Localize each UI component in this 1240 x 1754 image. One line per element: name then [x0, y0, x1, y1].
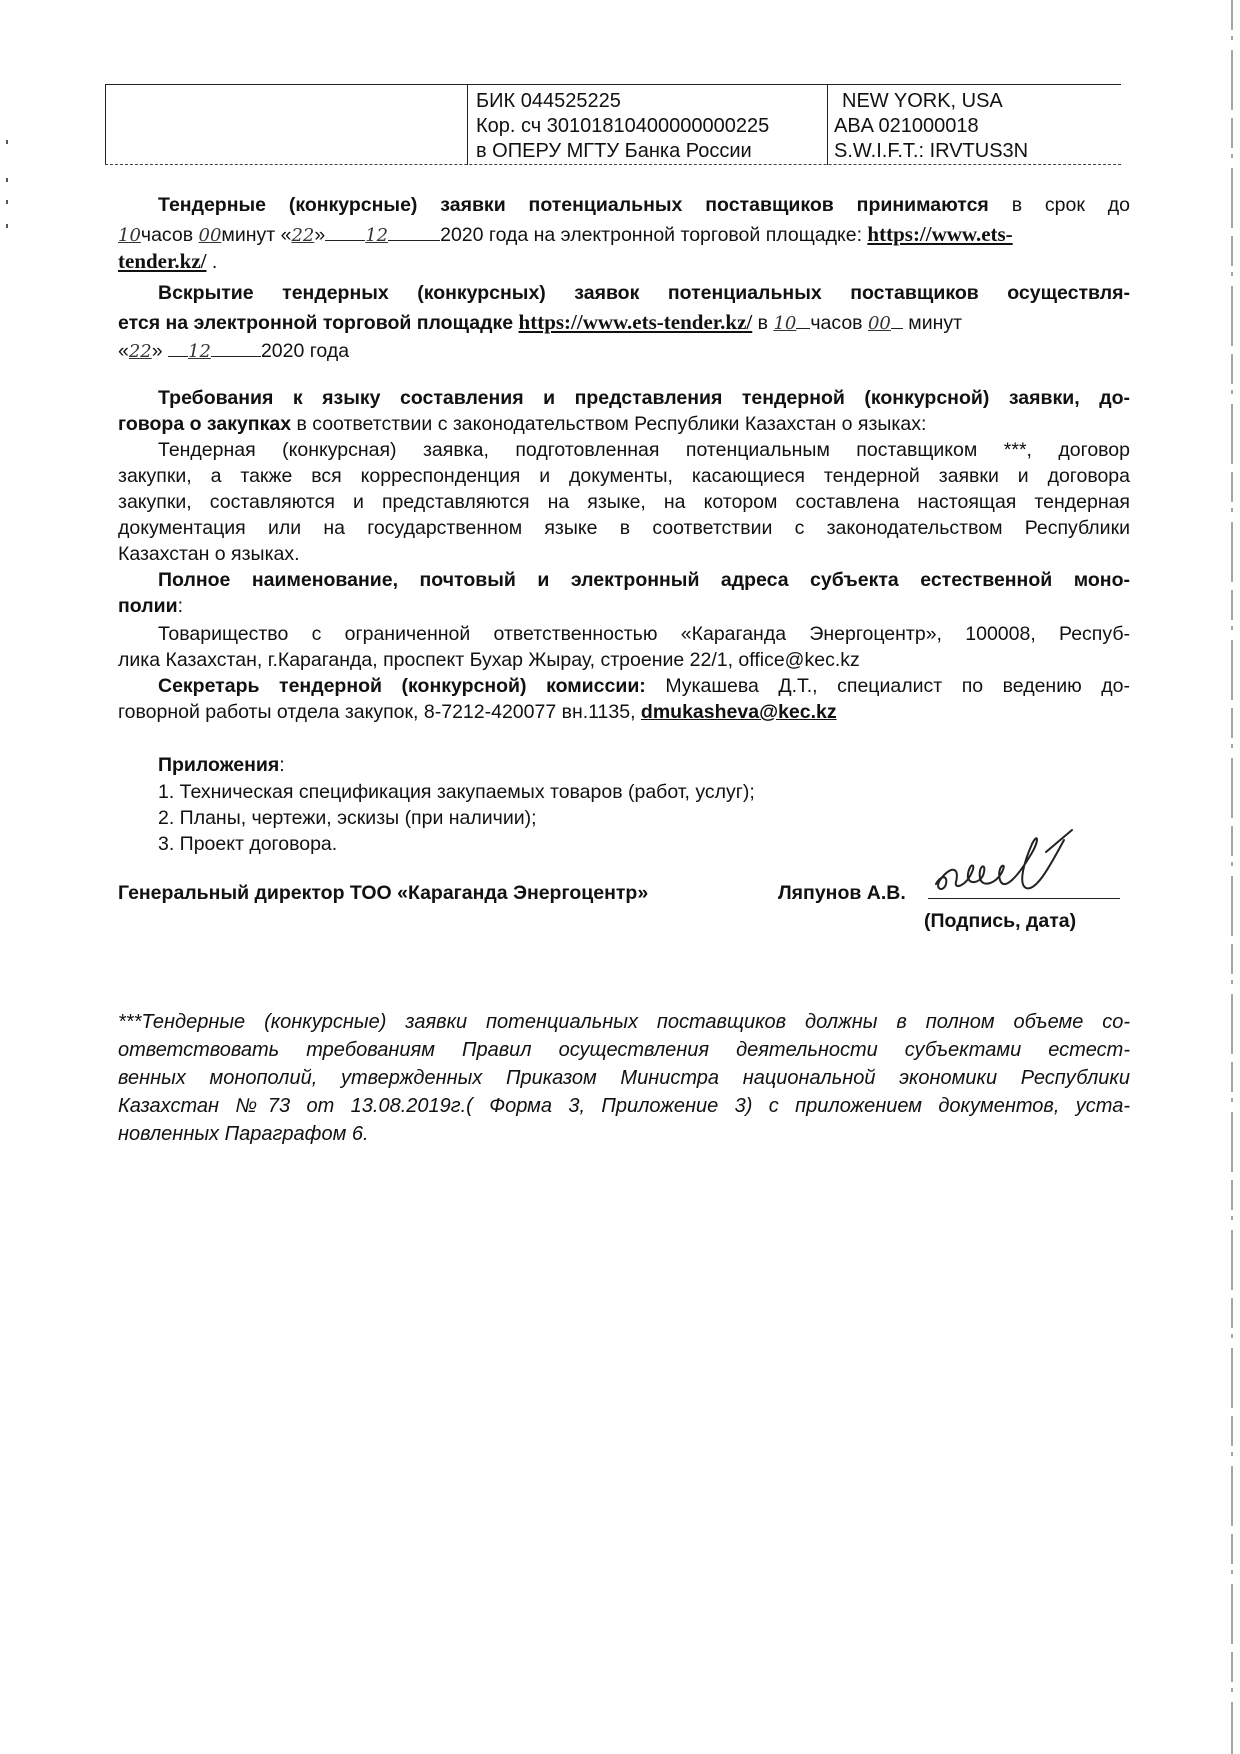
- aba-text: ABA 021000018: [834, 115, 979, 137]
- day-quote: »: [314, 224, 326, 246]
- monopoly-heading-2: полии: [118, 595, 178, 617]
- minutes-word: минут: [902, 312, 963, 334]
- ets-tender-link[interactable]: https://www.ets-: [867, 222, 1013, 246]
- date-blank: [211, 336, 261, 357]
- signatory-position: Генеральный директор ТОО «Караганда Энергоцентр»: [118, 882, 649, 904]
- language-body-line: Тендерная (конкурсная) заявка, подготовленная потенциальным поставщиком ***, договор: [158, 439, 1130, 461]
- monopoly-colon: :: [177, 595, 183, 617]
- secretary-label: Секретарь тендерной (конкурсной) комиссии:: [158, 675, 646, 697]
- footnote-line: Казахстан №73 от 13.08.2019г.( Форма 3, Приложение 3) с приложением документов, уста-: [118, 1095, 1130, 1117]
- handwritten-minutes: 00: [198, 225, 222, 246]
- scan-edge-artifact: [4, 140, 14, 260]
- submission-bold-lead: Тендерные (конкурсные) заявки потенциальных поставщиков принимаются: [158, 194, 989, 216]
- language-heading-2: говора о закупках: [118, 413, 292, 435]
- footnote-line: ответствовать требованиям Правил осуществления деятельности субъектами естест-: [118, 1039, 1130, 1061]
- monopoly-line-1: [118, 567, 1130, 593]
- handwritten-hours: 10: [118, 225, 141, 246]
- language-heading: Требования к языку составления и представления тендерной (конкурсной) заявки, до-: [158, 387, 1130, 409]
- opening-bold-2: ется на электронной торговой площадке: [118, 312, 514, 334]
- bik-text: БИК 044525225: [476, 90, 621, 112]
- bank-table-empty-cell: [106, 85, 468, 165]
- handwritten-day: 22: [291, 225, 315, 246]
- submission-text: в срок до: [988, 194, 1130, 216]
- year-text: 2020 года: [260, 340, 350, 362]
- handwritten-hours: 10: [773, 313, 797, 334]
- opening-bold: Вскрытие тендерных (конкурсных) заявок потенциальных поставщиков осуществля-: [158, 282, 1130, 304]
- opening-line-1: [118, 280, 1130, 306]
- language-body-line: документация или на государственном языке в соответствии с законодательством Республики: [118, 517, 1130, 539]
- attachment-item: 2. Планы, чертежи, эскизы (при наличии);: [158, 807, 537, 829]
- handwritten-signature: [926, 826, 1106, 906]
- us-bank-city-text: NEW YORK, USA: [842, 90, 1003, 112]
- attachment-item: 3. Проект договора.: [158, 833, 338, 855]
- scan-edge-artifact: [1224, 0, 1238, 1754]
- monopoly-body-line: лика Казахстан, г.Караганда, проспект Бухар Жырау, строение 22/1, office@kec.kz: [118, 649, 860, 671]
- swift-text: S.W.I.F.T.: IRVTUS3N: [834, 140, 1029, 162]
- opening-in: в: [752, 312, 774, 334]
- submission-end: .: [206, 251, 218, 273]
- handwritten-month: 12: [365, 225, 389, 246]
- footnote-line: новленных Параграфом 6.: [118, 1123, 369, 1145]
- monopoly-body-line: Товарищество с ограниченной ответственностью «Караганда Энергоцентр», 100008, Респуб-: [158, 623, 1130, 645]
- bank-table-bottom-border: [105, 164, 1121, 165]
- handwritten-day: 22: [128, 341, 152, 362]
- attachment-item: 1. Техническая спецификация закупаемых товаров (работ, услуг);: [158, 781, 755, 803]
- minutes-word: минут «: [221, 224, 292, 246]
- date-blank: [388, 220, 440, 241]
- bank-details-table: [105, 84, 1121, 164]
- monopoly-heading: Полное наименование, почтовый и электронный адреса субъекта естественной моно-: [158, 569, 1130, 591]
- date-blank: [325, 220, 365, 241]
- signatory-name: Ляпунов А.В.: [778, 882, 906, 904]
- attachments-title: Приложения: [158, 754, 280, 776]
- bank-name-text: в ОПЕРУ МГТУ Банка России: [476, 140, 752, 162]
- bank-table-us-bank-cell: [828, 85, 1121, 165]
- footnote-line: ***Тендерные (конкурсные) заявки потенциальных поставщиков должны в полном объеме со-: [118, 1011, 1130, 1033]
- submission-line-2: [118, 220, 1130, 249]
- secretary-contact: говорной работы отдела закупок, 8-7212-420077 вн.1135,: [118, 701, 641, 723]
- handwritten-minutes: 00: [867, 313, 891, 334]
- attachments-title-line: [118, 752, 1170, 778]
- signature-caption: (Подпись, дата): [924, 910, 1077, 932]
- hours-word: часов: [140, 224, 199, 246]
- secretary-line-1: [118, 673, 1130, 699]
- date-blank: [168, 336, 188, 357]
- quote-open: «: [118, 340, 129, 362]
- date-blank: [796, 308, 810, 329]
- year-text: 2020 года на электронной торговой площадке:: [440, 224, 868, 246]
- attachments-colon: :: [279, 754, 285, 776]
- opening-line-3: [118, 336, 1130, 365]
- language-line-2: [118, 411, 1130, 437]
- correspondent-account-text: Кор. сч 30101810400000000225: [476, 115, 770, 137]
- hours-word: часов: [810, 312, 868, 334]
- language-body-line: Казахстан о языках.: [118, 543, 300, 565]
- secretary-line-2: [118, 699, 1130, 725]
- quote-close: »: [151, 340, 169, 362]
- secretary-text: Мукашева Д.Т., специалист по ведению до-: [645, 675, 1130, 697]
- ets-tender-link[interactable]: tender.kz/: [118, 249, 207, 273]
- handwritten-month: 12: [188, 341, 211, 362]
- secretary-email[interactable]: dmukasheva@kec.kz: [640, 701, 837, 723]
- footnote-line: венных монополий, утвержденных Приказом Министра национальной экономики Республики: [118, 1067, 1130, 1089]
- monopoly-line-2: [118, 593, 1130, 619]
- language-text: в соответствии с законодательством Республики Казахстан о языках:: [291, 413, 927, 435]
- ets-tender-link[interactable]: https://www.ets-tender.kz/: [518, 310, 753, 334]
- submission-line-3: [118, 248, 1130, 275]
- language-line-1: [118, 385, 1130, 411]
- bank-table-russian-bank-cell: [468, 85, 828, 165]
- language-body-line: закупки, составляются и представляются на языке, на котором составлена настоящая тендерная: [118, 491, 1130, 513]
- submission-line-1: [118, 192, 1130, 218]
- date-blank: [891, 308, 903, 329]
- opening-line-2: [118, 308, 1130, 337]
- language-body-line: закупки, а также вся корреспонденция и документы, касающиеся тендерной заявки и договора: [118, 465, 1130, 487]
